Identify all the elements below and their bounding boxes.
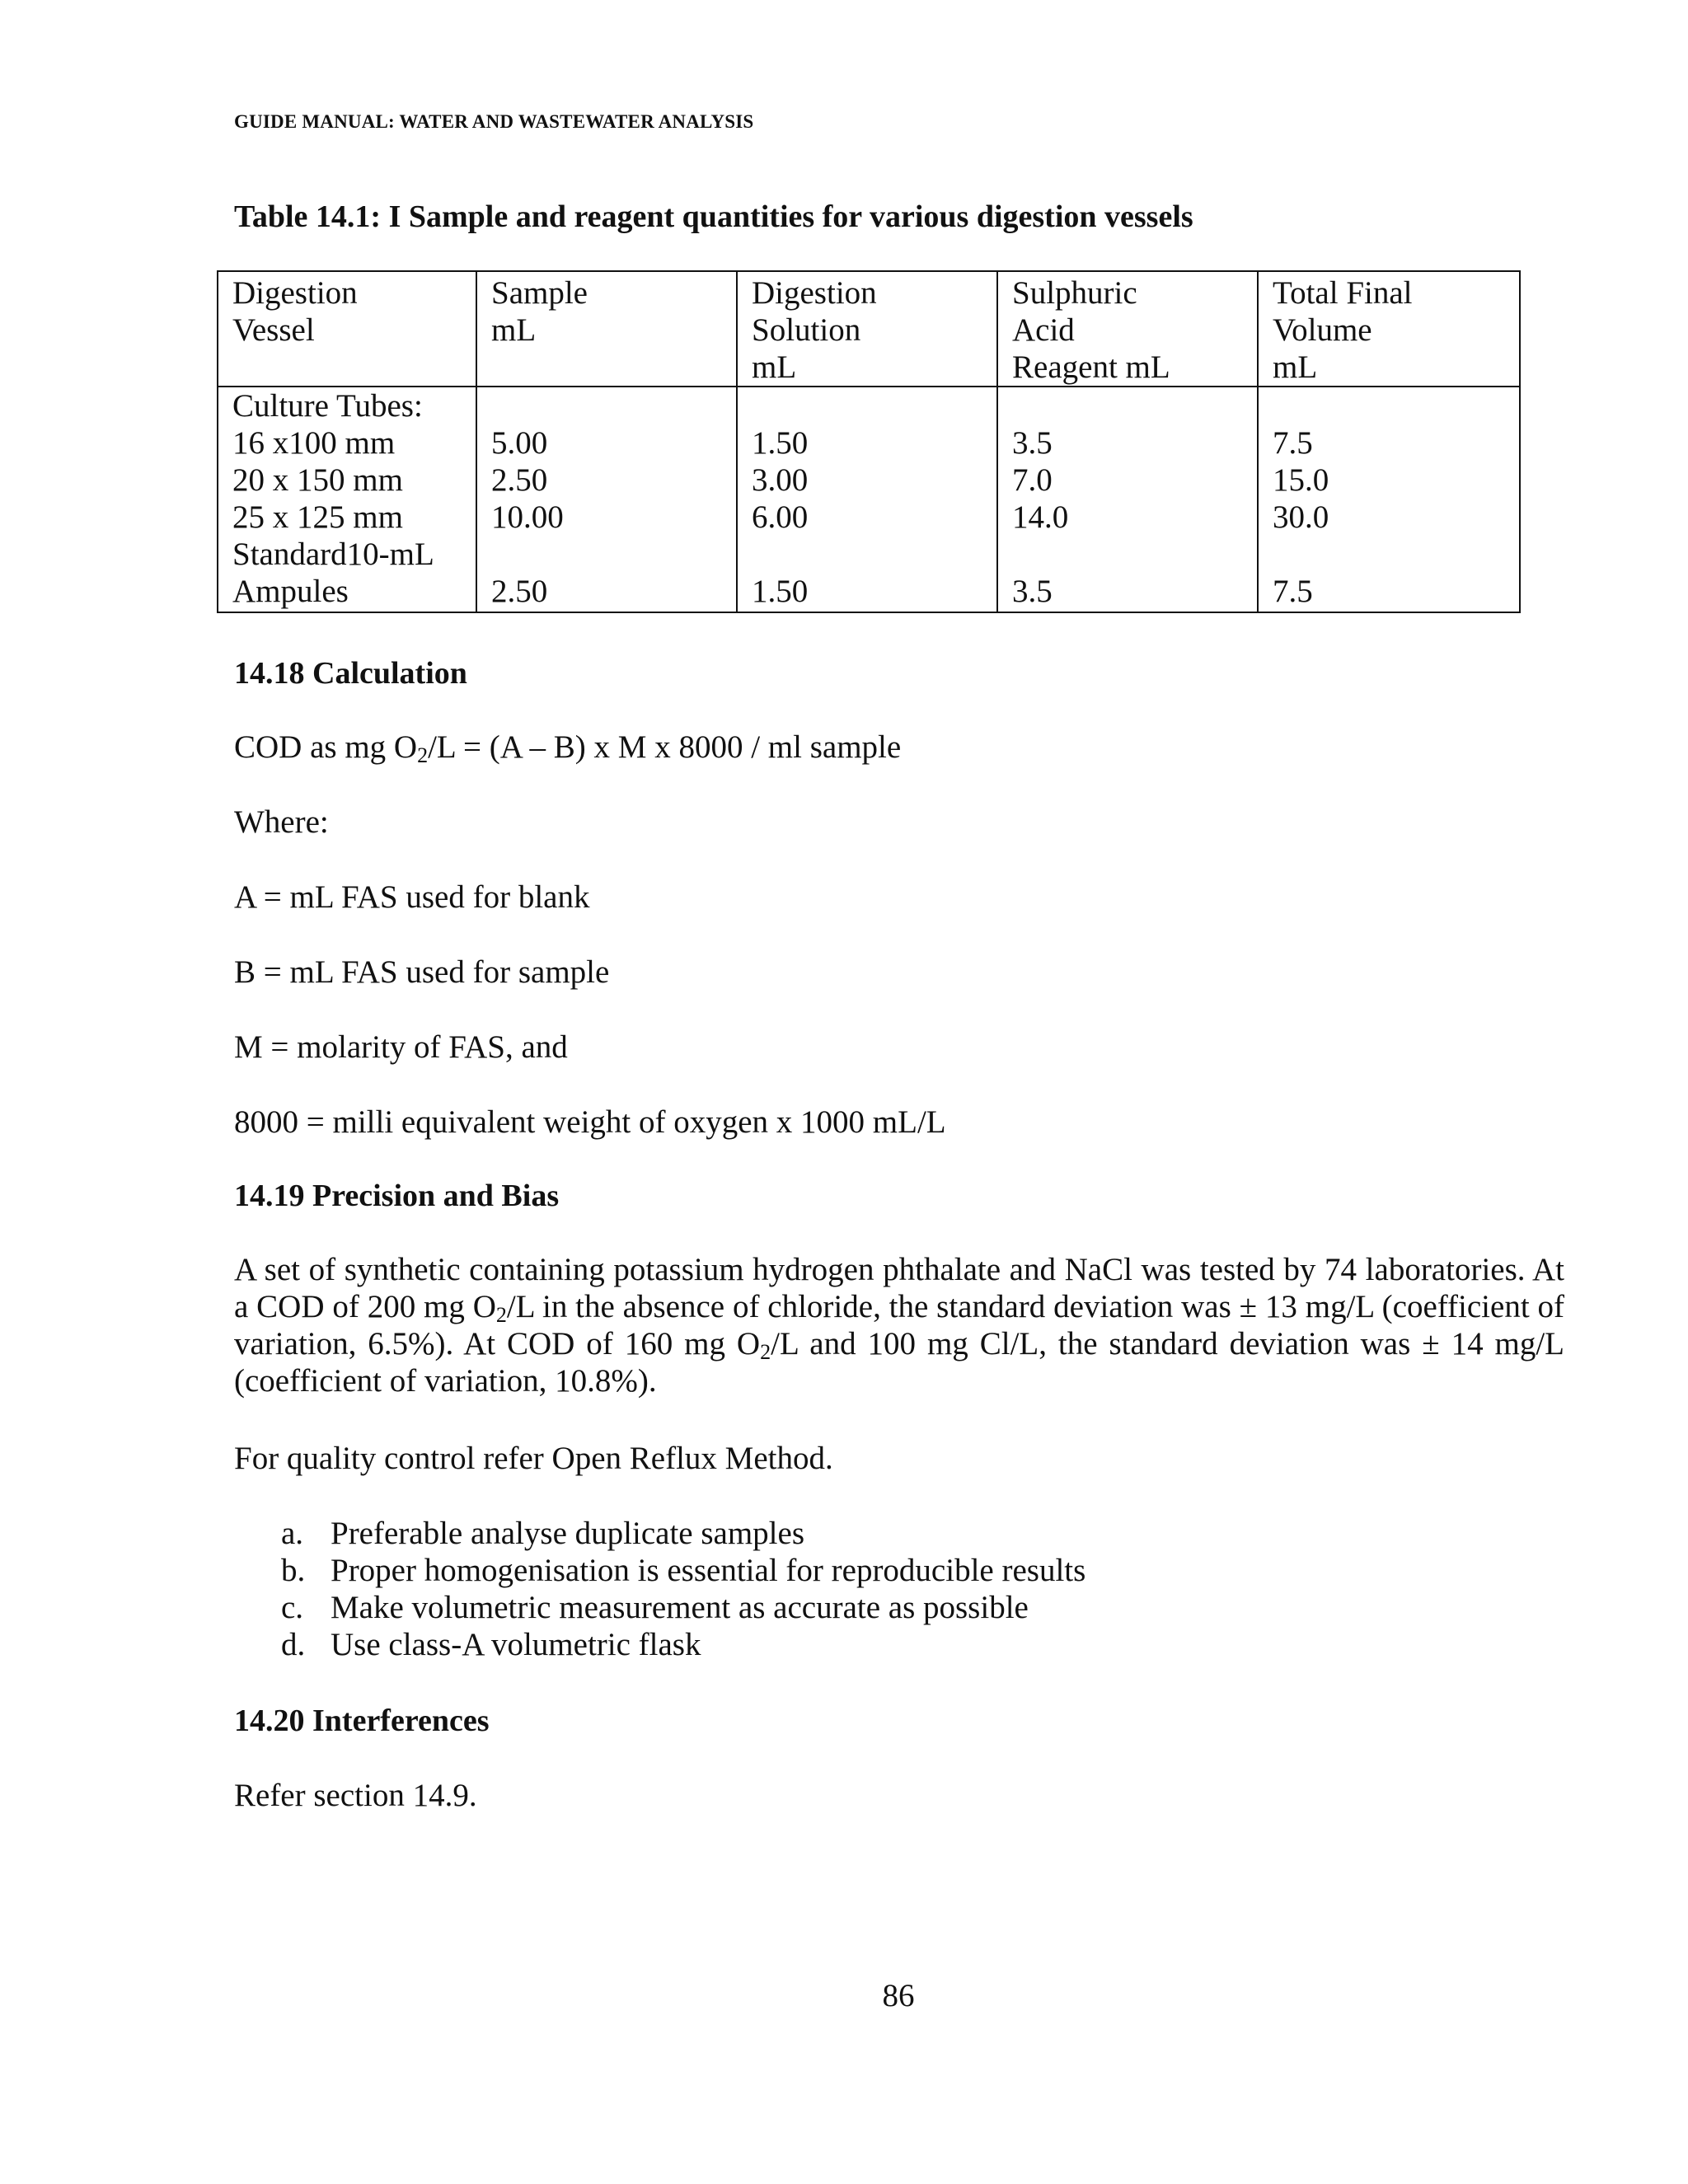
table-cell: 2.50 — [491, 462, 548, 498]
header-line: mL — [491, 312, 537, 348]
table-cell: Culture Tubes: — [232, 388, 423, 424]
column-digestion-solution — [737, 387, 997, 612]
interferences-text: Refer section 14.9. — [234, 1778, 477, 1813]
where-label: Where: — [234, 804, 329, 840]
paragraph-text: /L in the absence of chloride, the standard deviation was ± 13 mg/L (coefficient of variation, 6.5%). At COD of 160 mg O — [234, 1289, 1564, 1361]
table-cell: 6.00 — [752, 499, 809, 535]
header-line: Acid — [1012, 312, 1075, 348]
table-cell — [1273, 387, 1519, 424]
table-cell — [1273, 536, 1519, 573]
section-heading-interferences: 14.20 Interferences — [234, 1704, 490, 1738]
table-cell: 5.00 — [491, 425, 548, 461]
table-cell: 20 x 150 mm — [232, 462, 403, 498]
page-number: 86 — [882, 1978, 915, 2013]
table-cell: 15.0 — [1273, 462, 1329, 498]
list-marker: c. — [281, 1590, 304, 1625]
column-sulphuric-acid — [997, 387, 1258, 612]
header-line: Sample — [491, 275, 588, 311]
table-cell: 10.00 — [491, 499, 564, 535]
section-heading-calculation: 14.18 Calculation — [234, 656, 467, 691]
table-cell: 1.50 — [752, 574, 809, 609]
table-cell: Ampules — [232, 574, 349, 609]
cod-formula — [234, 729, 901, 766]
header-total-final-volume — [1258, 271, 1520, 387]
header-line — [491, 349, 736, 386]
definition-8000: 8000 = milli equivalent weight of oxygen x 1000 mL/L — [234, 1104, 946, 1140]
table-body-row — [218, 387, 1520, 612]
section-heading-precision: 14.19 Precision and Bias — [234, 1179, 560, 1213]
table-cell — [491, 536, 736, 573]
header-line: mL — [752, 349, 797, 385]
table-cell — [752, 387, 996, 424]
formula-subscript: 2 — [417, 743, 429, 767]
table-cell: 7.0 — [1012, 462, 1053, 498]
header-line — [232, 349, 476, 386]
header-line: mL — [1273, 349, 1318, 385]
list-text: Preferable analyse duplicate samples — [331, 1516, 805, 1551]
list-marker: d. — [281, 1627, 306, 1662]
paragraph-text: /L and 100 mg Cl/L, the standard deviation was ± 14 mg/L (coefficient of variation, 10.8%). — [234, 1326, 1565, 1399]
column-sample — [476, 387, 737, 612]
table-cell — [1012, 387, 1257, 424]
header-line: Reagent mL — [1012, 349, 1170, 385]
subscript: 2 — [760, 1340, 771, 1364]
list-text: Make volumetric measurement as accurate as possible — [331, 1590, 1029, 1625]
header-line: Digestion — [232, 275, 358, 311]
header-line: Solution — [752, 312, 861, 348]
header-line: Volume — [1273, 312, 1372, 348]
list-marker: b. — [281, 1553, 306, 1588]
column-total-final-volume — [1258, 387, 1520, 612]
table-cell — [491, 387, 736, 424]
table-cell: 3.5 — [1012, 574, 1053, 609]
header-line: Total Final — [1273, 275, 1413, 311]
table-cell: 3.5 — [1012, 425, 1053, 461]
paragraph-text: A set of synthetic containing potassium hydrogen phthalate and NaCl was tested by 74 laboratories. At a COD of 200 mg O — [234, 1252, 1564, 1324]
list-item — [0, 1589, 1688, 1626]
formula-part: COD as mg O — [234, 729, 418, 765]
definition-a: A = mL FAS used for blank — [234, 879, 590, 915]
table-cell: 7.5 — [1273, 425, 1313, 461]
header-line: Vessel — [232, 312, 315, 348]
header-sulphuric-acid — [997, 271, 1258, 387]
formula-part: /L = (A – B) x M x 8000 / ml sample — [428, 729, 902, 765]
digestion-vessel-table — [217, 270, 1521, 613]
list-text: Proper homogenisation is essential for reproducible results — [331, 1553, 1086, 1588]
precision-paragraph — [234, 1251, 1564, 1399]
table-caption: Table 14.1: I Sample and reagent quantities for various digestion vessels — [234, 199, 1193, 234]
header-sample — [476, 271, 737, 387]
column-vessel — [218, 387, 476, 612]
table-cell — [752, 536, 996, 573]
table-cell: 30.0 — [1273, 499, 1329, 535]
table-cell: 25 x 125 mm — [232, 499, 403, 535]
table-cell: 2.50 — [491, 574, 548, 609]
header-line: Sulphuric — [1012, 275, 1137, 311]
header-digestion-vessel — [218, 271, 476, 387]
table-header-row — [218, 271, 1520, 387]
definition-b: B = mL FAS used for sample — [234, 954, 610, 990]
list-item — [0, 1552, 1688, 1589]
table-cell: Standard10-mL — [232, 537, 434, 572]
table-cell: 7.5 — [1273, 574, 1313, 609]
subscript: 2 — [495, 1303, 507, 1327]
list-text: Use class-A volumetric flask — [331, 1627, 701, 1662]
table-cell: 1.50 — [752, 425, 809, 461]
list-item — [0, 1515, 1688, 1552]
table-cell: 3.00 — [752, 462, 809, 498]
list-marker: a. — [281, 1516, 304, 1551]
list-item — [0, 1626, 1688, 1663]
header-digestion-solution — [737, 271, 997, 387]
table-cell: 14.0 — [1012, 499, 1069, 535]
quality-control-note: For quality control refer Open Reflux Method. — [234, 1441, 833, 1476]
table-cell: 16 x100 mm — [232, 425, 396, 461]
running-head: GUIDE MANUAL: WATER AND WASTEWATER ANALYSIS — [234, 111, 754, 132]
header-line: Digestion — [752, 275, 877, 311]
definition-m: M = molarity of FAS, and — [234, 1029, 568, 1065]
table-cell — [1012, 536, 1257, 573]
